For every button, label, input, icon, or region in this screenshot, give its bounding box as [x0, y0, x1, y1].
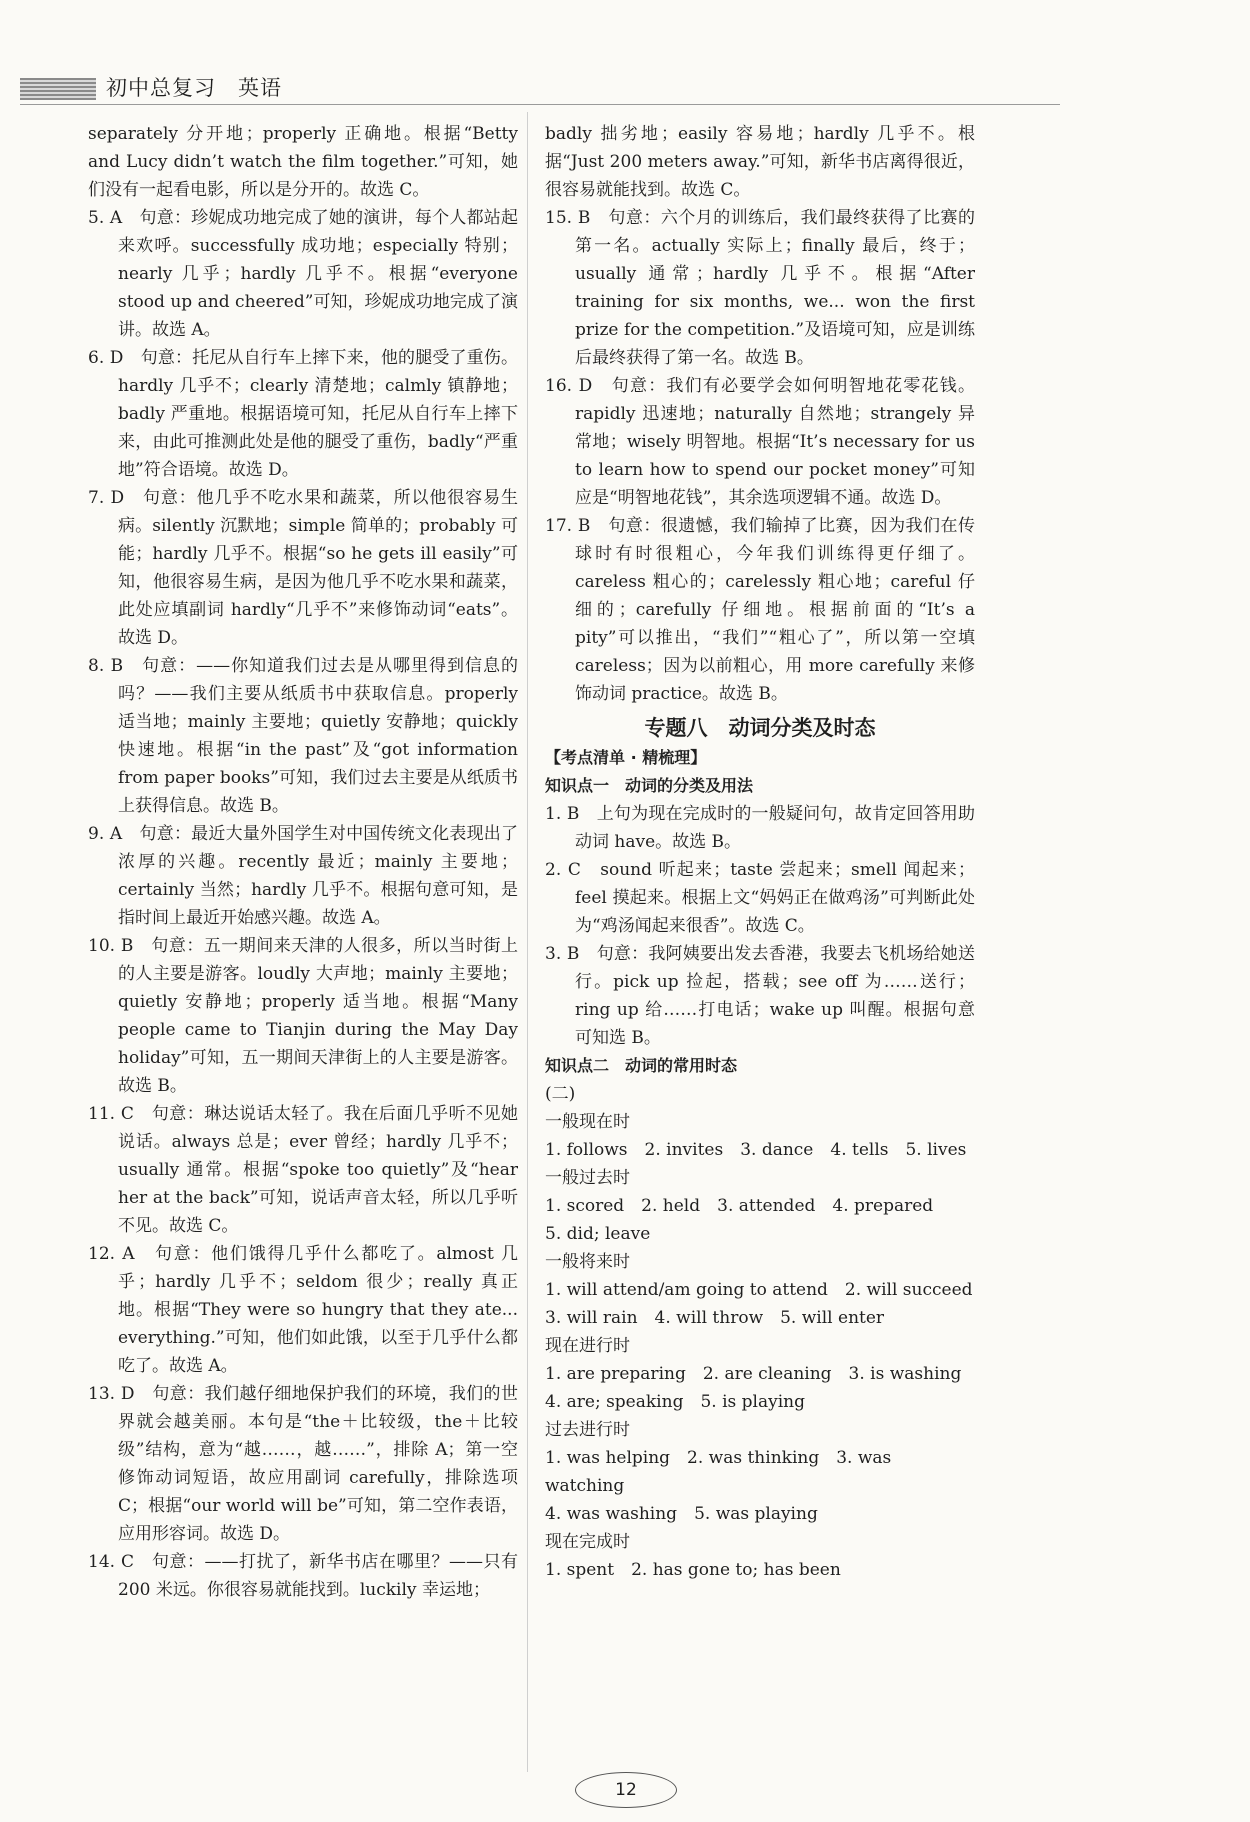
answer-item: 14. C 句意：——打扰了，新华书店在哪里？——只有 200 米远。你很容易就能找到。luckily 幸运地；	[88, 1552, 518, 1600]
header-rule	[20, 104, 1060, 105]
answer-item: 16. D 句意：我们有必要学会如何明智地花零花钱。rapidly 迅速地；naturally 自然地；strangely 异常地；wisely 明智地。根据“It’s necessary for us to learn how to spend our pocket money”可知应是“明智地花钱”，其余选项逻辑不通。故选 D。	[545, 376, 975, 508]
page-number-badge	[575, 1772, 677, 1808]
tense-name: 现在进行时	[545, 1336, 630, 1356]
answer-item: 8. B 句意：——你知道我们过去是从哪里得到信息的吗？——我们主要从纸质书中获取信息。properly 适当地；mainly 主要地；quietly 安静地；quickly 快速地。根据“in the past”及“got information from paper books”可知，我们过去主要是从纸质书上获得信息。故选 B。	[88, 656, 518, 816]
answer-item: 15. B 句意：六个月的训练后，我们最终获得了比赛的第一名。actually 实际上；finally 最后，终于；usually 通常；hardly 几乎不。根据“After training for six months, we... won the first prize for the competition.”及语境可知，应是训练后最终获得了第一名。故选 B。	[545, 208, 975, 368]
answer-item: 13. D 句意：我们越仔细地保护我们的环境，我们的世界就会越美丽。本句是“the＋比较级，the＋比较级”结构，意为“越……，越……”，排除 A；第一空修饰动词短语，故应用副词 carefully，排除选项 C；根据“our world will be”可知，第二空作表语，应用形容词。故选 D。	[88, 1384, 518, 1544]
tense-name: 过去进行时	[545, 1420, 630, 1440]
column-divider	[527, 112, 528, 1772]
tense-answers: 1. scored 2. held 3. attended 4. prepared	[545, 1196, 934, 1216]
tense-answers: 1. are preparing 2. are cleaning 3. is washing	[545, 1364, 962, 1384]
left-column	[88, 120, 518, 1604]
tense-answers: 1. was helping 2. was thinking 3. was watching	[545, 1448, 892, 1496]
right-column	[545, 120, 975, 1584]
answer-item: 6. D 句意：托尼从自行车上摔下来，他的腿受了重伤。hardly 几乎不；clearly 清楚地；calmly 镇静地；badly 严重地。根据语境可知，托尼从自行车上摔下来，由此可推测此处是他的腿受了重伤，badly“严重地”符合语境。故选 D。	[88, 348, 518, 480]
section-tag: 【考点清单 · 精梳理】	[545, 748, 707, 767]
tense-answers: 3. will rain 4. will throw 5. will enter	[545, 1308, 885, 1328]
subsection-label: (二)	[545, 1084, 576, 1104]
tense-answers: 4. was washing 5. was playing	[545, 1504, 818, 1524]
page-header	[20, 64, 1230, 112]
knowledge-point-title: 知识点一 动词的分类及用法	[545, 776, 754, 795]
tense-answers: 5. did; leave	[545, 1224, 651, 1244]
answer-item: 10. B 句意：五一期间来天津的人很多，所以当时街上的人主要是游客。loudly 大声地；mainly 主要地；quietly 安静地；properly 适当地。根据“Many people came to Tianjin during the May Day holiday”可知，五一期间天津街上的人主要是游客。故选 B。	[88, 936, 518, 1096]
section-title: 专题八 动词分类及时态	[644, 716, 876, 740]
tense-answers: 1. follows 2. invites 3. dance 4. tells 5. lives	[545, 1140, 967, 1160]
answer-item: 5. A 句意：珍妮成功地完成了她的演讲，每个人都站起来欢呼。successfully 成功地；especially 特别；nearly 几乎；hardly 几乎不。根据“everyone stood up and cheered”可知，珍妮成功地完成了演讲。故选 A。	[88, 208, 518, 340]
answer-item: 2. C sound 听起来；taste 尝起来；smell 闻起来；feel 摸起来。根据上文“妈妈正在做鸡汤”可判断此处为“鸡汤闻起来很香”。故选 C。	[545, 860, 975, 936]
tense-name: 一般过去时	[545, 1168, 630, 1188]
answer-item: 3. B 句意：我阿姨要出发去香港，我要去飞机场给她送行。pick up 捡起，搭载；see off 为……送行；ring up 给……打电话；wake up 叫醒。根据句意可知选 B。	[545, 944, 975, 1048]
knowledge-point-title: 知识点二 动词的常用时态	[545, 1056, 738, 1075]
answer-item: 17. B 句意：很遗憾，我们输掉了比赛，因为我们在传球时有时很粗心，今年我们训练得更仔细了。careless 粗心的；carelessly 粗心地；careful 仔细的；carefully 仔细地。根据前面的“It’s a pity”可以推出，“我们”“粗心了”，所以第一空填 careless；因为以前粗心，用 more carefully 来修饰动词 practice。故选 B。	[545, 516, 975, 704]
answer-item: 1. B 上句为现在完成时的一般疑问句，故肯定回答用助动词 have。故选 B。	[545, 804, 975, 852]
header-decoration	[20, 78, 96, 100]
tense-answers: 1. will attend/am going to attend 2. will succeed	[545, 1280, 973, 1300]
page-number: 12	[615, 1780, 637, 1800]
tense-name: 一般将来时	[545, 1252, 630, 1272]
tense-answers: 4. are; speaking 5. is playing	[545, 1392, 805, 1412]
answer-continuation: separately 分开地；properly 正确地。根据“Betty and Lucy didn’t watch the film together.”可知，她们没有一起看电影，所以是分开的。故选 C。	[88, 124, 518, 200]
answer-item: 11. C 句意：琳达说话太轻了。我在后面几乎听不见她说话。always 总是；ever 曾经；hardly 几乎不；usually 通常。根据“spoke too quietly”及“hear her at the back”可知，说话声音太轻，所以几乎听不见。故选 C。	[88, 1104, 518, 1236]
answer-item: 7. D 句意：他几乎不吃水果和蔬菜，所以他很容易生病。silently 沉默地；simple 简单的；probably 可能；hardly 几乎不。根据“so he gets ill easily”可知，他很容易生病，是因为他几乎不吃水果和蔬菜，此处应填副词 hardly“几乎不”来修饰动词“eats”。故选 D。	[88, 488, 518, 648]
tense-name: 一般现在时	[545, 1112, 630, 1132]
answer-continuation: badly 拙劣地；easily 容易地；hardly 几乎不。根据“Just 200 meters away.”可知，新华书店离得很近，很容易就能找到。故选 C。	[545, 124, 975, 200]
answer-item: 12. A 句意：他们饿得几乎什么都吃了。almost 几乎；hardly 几乎不；seldom 很少；really 真正地。根据“They were so hungry that they ate... everything.”可知，他们如此饿，以至于几乎什么都吃了。故选 A。	[88, 1244, 518, 1376]
tense-answers: 1. spent 2. has gone to; has been	[545, 1560, 841, 1580]
tense-name: 现在完成时	[545, 1532, 630, 1552]
header-title: 初中总复习 英语	[106, 76, 282, 100]
answer-item: 9. A 句意：最近大量外国学生对中国传统文化表现出了浓厚的兴趣。recently 最近；mainly 主要地；certainly 当然；hardly 几乎不。根据句意可知，是指时间上最近开始感兴趣。故选 A。	[88, 824, 518, 928]
